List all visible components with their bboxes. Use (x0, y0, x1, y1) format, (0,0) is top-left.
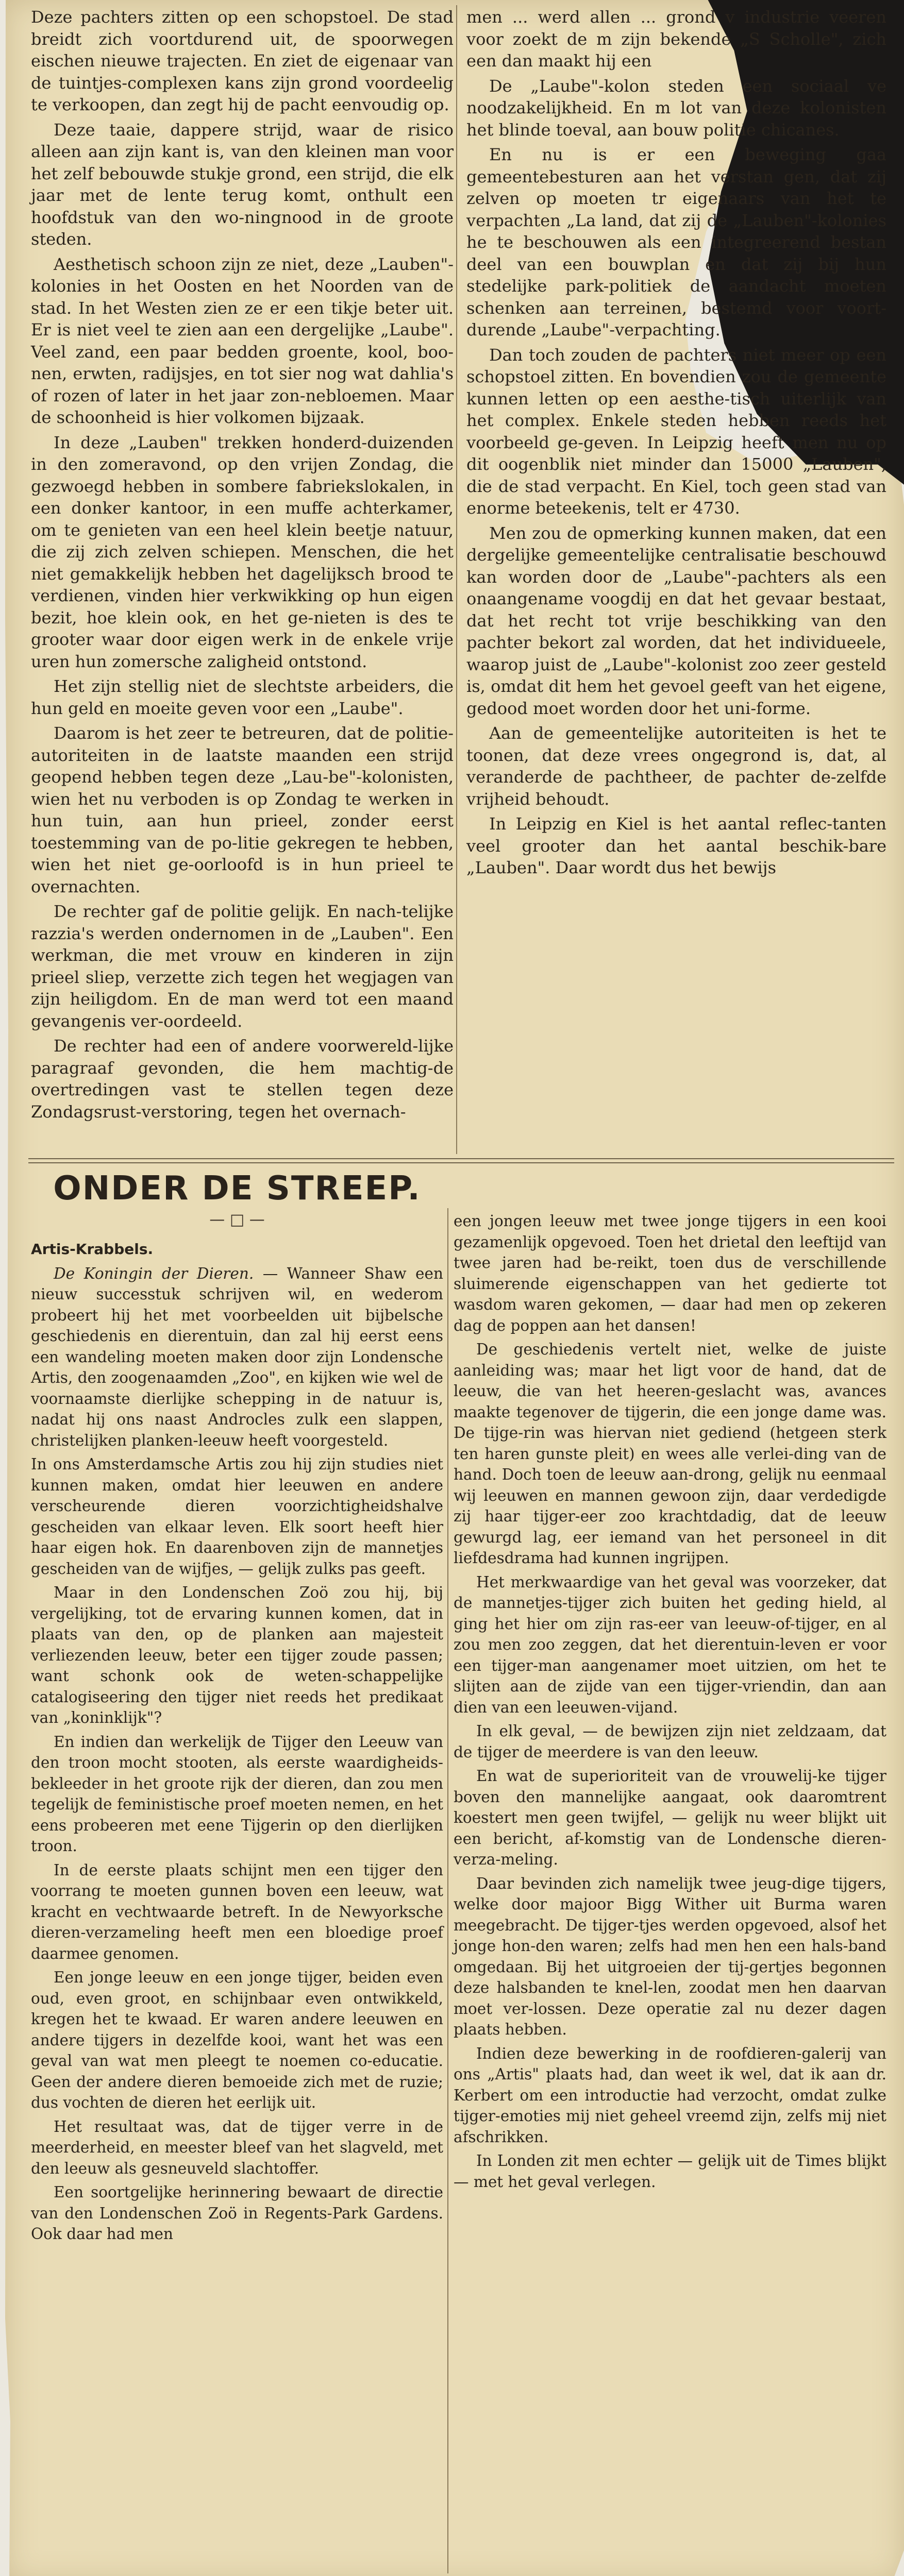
article-top-left-column (31, 6, 454, 1126)
paragraph: De rechter had een of andere voorwereld-lijke paragraaf gevonden, die hem machtig-de overtredingen vast te stellen tegen deze Zondagsrust-verstoring, tegen het overnach- (31, 1036, 454, 1122)
paragraph: In elk geval, — de bewijzen zijn niet zeldzaam, dat de tijger de meerdere is van den leeuw. (454, 1722, 886, 1761)
article-bottom-left-column (31, 1239, 443, 2248)
paragraph: In Londen zit men echter — gelijk uit de Times blijkt — met het geval verlegen. (454, 2152, 886, 2191)
paragraph: Aesthetisch schoon zijn ze niet, deze „Lauben"-kolonies in het Oosten en het Noorden van de stad. In het Westen zien ze er een tikje beter uit. Er is niet veel te zien aan een dergelijke „Laube". Veel zand, een paar bedden groente, kool, boo-nen, erwten, radijsjes, en tot sier nog wat dahlia's of rozen of later in het jaar zon-nebloemen. Maar de schoonheid is hier volkomen bijzaak. (31, 254, 454, 427)
paragraph: Dan toch zouden de pachters niet meer op een schopstoel zitten. En bovendien zou de gemeente kunnen letten op een aesthe-tisch uiterlijk van het complex. Enkele steden hebben reeds het voorbeeld ge-geven. In Leipzig heeft men nu op dit oogenblik niet minder dan 15000 „Lauben", die de stad verpacht. En Kiel, toch geen stad van enorme beteekenis, telt er 4730. (466, 345, 886, 518)
section-rule-double (28, 1162, 894, 1163)
paragraph: En indien dan werkelijk de Tijger den Leeuw van den troon mocht stooten, als eerste waardigheids-bekleeder in het groote rijk der dieren, dan zou men tegelijk de feministische proef moeten nemen, en het eens probeeren met eene Tijgerin op den dierlijken troon. (31, 1733, 443, 1855)
paragraph: En wat de superioriteit van de vrouwelij-ke tijger boven den mannelijke aangaat, ook daaromtrent koestert men geen twijfel, — gelijk nu weer blijkt uit een bericht, af-komstig van de Londensche dieren-verza-meling. (454, 1767, 886, 1868)
column-divider-bottom (447, 1208, 448, 2573)
paragraph: Daarom is het zeer te betreuren, dat de politie-autoriteiten in de laatste maanden een strijd geopend hebben tegen deze „Lau-be"-kolonisten, wien het nu verboden is op Zondag te werken in hun tuin, aan hun prieel, zonder eerst toestemming van de po-litie gekregen te hebben, wien het niet ge-oorloofd is in hun prieel te overnachten. (31, 723, 454, 896)
paragraph: In ons Amsterdamsche Artis zou hij zijn studies niet kunnen maken, omdat hier leeuwen en andere verscheurende dieren voorzichtigheidshalve gescheiden van elkaar leven. Elk soort heeft hier haar eigen hok. En daarenboven zijn de mannetjes gescheiden van de wijfjes, — gelijk zulks pas geeft. (31, 1455, 443, 1578)
paragraph: Het resultaat was, dat de tijger verre in de meerderheid, en meester bleef van het slagveld, met den leeuw als gesneuveld slachtoffer. (31, 2117, 443, 2177)
article-bottom-right-column (454, 1211, 886, 2195)
paragraph: Daar bevinden zich namelijk twee jeug-dige tijgers, welke door majoor Bigg Wither uit Burma waren meegebracht. De tijger-tjes werden opgevoed, alsof het jonge hon-den waren; zelfs had men hen een hals-band omgedaan. Bij het uitgroeien der tij-gertjes begonnen deze halsbanden te knel-len, zoodat men hen daarvan moet ver-lossen. Deze operatie zal nu dezer dagen plaats hebben. (454, 1874, 886, 2038)
intro-title: De Koningin der Dieren. (54, 1264, 254, 1282)
paragraph: Het merkwaardige van het geval was voorzeker, dat de mannetjes-tijger zich buiten het geding hield, al ging het hier om zijn ras-eer van leeuw-of-tijger, en al zou men zoo zeggen, dat het dierentuin-leven er voor een tijger-man aangenamer moet uitzien, om het te slijten aan de zijde van een tijger-vriendin, dan aan dien van een leeuwen-vijand. (454, 1573, 886, 1716)
intro-text: — Wanneer Shaw een nieuw successtuk schrijven wil, en wederom probeert hij het met voorbeelden uit bijbelsche geschiedenis en dierentuin, dan zal hij eerst eens een wandeling moeten maken door zijn Londensche Artis, den zoogenaamden „Zoo", en kijken wie wel de voornaamste dierlijke schepping in de natuur is, nadat hij ons naast Androcles zulk een slappen, christelijken planken-leeuw heeft voorgesteld. (31, 1264, 443, 1449)
paragraph: In deze „Lauben" trekken honderd-duizenden in den zomeravond, op den vrijen Zondag, die gezwoegd hebben in sombere fabriekslokalen, in een donker kantoor, in een muffe achterkamer, om te genieten van een heel klein beetje natuur, die zij zich zelven schiepen. Menschen, die het niet gemakkelijk hebben het dagelijksch brood te verdienen, vinden hier verkwikking op hun eigen bezit, hoe klein ook, en het ge-nieten is des te grooter waar door eigen werk in de enkele vrije uren hun zomersche zaligheid ontstond. (31, 432, 454, 671)
column-divider-top (456, 5, 457, 1154)
paragraph: En nu is er een beweging gaa gemeentebesturen aan het verstan gen, dat zij zelven op moeten tr eigenaars van het te verpachten „La land, dat zij de „Lauben"-kolonies he te beschouwen als een integreerend bestan deel van een bouwplan en dat zij bij hun stedelijke park-politiek de aandacht moeten schenken aan terreinen, bestemd voor voort-durende „Laube"-verpachting. (466, 145, 886, 340)
paragraph: In Leipzig en Kiel is het aantal reflec-tanten veel grooter dan het aantal beschik-bare „Lauben". Daar wordt dus het bewijs (466, 814, 886, 877)
paragraph: Deze taaie, dappere strijd, waar de risico alleen aan zijn kant is, van den kleinen man voor het zelf bebouwde stukje grond, een strijd, die elk jaar met de lente terug komt, onthult een hoofdstuk van den wo-ningnood in de groote steden. (31, 120, 454, 249)
paragraph: Een jonge leeuw en een jonge tijger, beiden even oud, even groot, en schijnbaar even ontwikkeld, kregen het te kwaad. Er waren andere leeuwen en andere tijgers in dezelfde kooi, want het was een geval van wat men pleegt te noemen co-educatie. Geen der andere dieren bemoeide zich met de ruzie; dus vochten de dieren het eerlijk uit. (31, 1969, 443, 2111)
paragraph: een jongen leeuw met twee jonge tijgers in een kooi gezamenlijk opgevoed. Toen het drietal den leeftijd van twee jaren had be-reikt, toen dus de verschillende sluimerende eigenschappen van het gedierte tot wasdom waren gekomen, — daar had men op zekeren dag de poppen aan het dansen! (454, 1212, 886, 1334)
section-title: ONDER DE STREEP. (53, 1170, 421, 1208)
paragraph: In de eerste plaats schijnt men een tijger den voorrang te moeten gunnen boven een leeuw, wat kracht en vechtwaarde betreft. In de Newyorksche dieren-verzameling heeft men een bloedige proef daarmee genomen. (31, 1861, 443, 1962)
paragraph: Men zou de opmerking kunnen maken, dat een dergelijke gemeentelijke centralisatie beschouwd kan worden door de „Laube"-pachters als een onaangename voogdij en dat het gevaar bestaat, dat het recht tot vrije beschikking van den pachter bekort zal worden, dat het individueele, waarop juist de „Laube"-kolonist zoo zeer gesteld is, omdat dit hem het gevoel geeft van het eigene, gedood moet worden door het uni-forme. (466, 523, 886, 718)
paragraph: Maar in den Londenschen Zoö zou hij, bij vergelijking, tot de ervaring kunnen komen, dat in plaats van den, op de planken aan majesteit verliezenden leeuw, beter een tijger zoude passen; want schonk ook de weten-schappelijke catalogiseering den tijger niet reeds het predikaat van „koninklijk"? (31, 1584, 443, 1726)
paragraph: men ... werd allen ... grond v industrie veeren voor zoekt de m zijn bekende „S Scholle", zich een dan maakt hij een (466, 7, 886, 71)
section-ornament: — □ — (209, 1211, 265, 1229)
paragraph: De „Laube"-kolon steden een sociaal ve noodzakelijkheid. En m lot van deze kolonisten het blinde toeval, aan bouw politie chicanes. (466, 76, 886, 140)
subheading: Artis-Krabbels. (31, 1241, 154, 1258)
paragraph: De rechter gaf de politie gelijk. En nach-telijke razzia's werden ondernomen in de „Lauben". Een werkman, die met vrouw en kinderen in zijn prieel sliep, verzette zich tegen het wegjagen van zijn heiligdom. En de man werd tot een maand gevangenis ver-oordeeld. (31, 902, 454, 1031)
paragraph: Indien deze bewerking in de roofdieren-galerij van ons „Artis" plaats had, dan weet ik wel, dat ik aan dr. Kerbert om een introductie had verzocht, omdat zulke tijger-emoties mij niet geheel vreemd zijn, zelfs mij niet afschrikken. (454, 2044, 886, 2146)
paragraph: Een soortgelijke herinnering bewaart de directie van den Londenschen Zoö in Regents-Park Gardens. Ook daar had men (31, 2183, 443, 2243)
section-rule (28, 1158, 894, 1159)
paragraph: Het zijn stellig niet de slechtste arbeiders, die hun geld en moeite geven voor een „Laube". (31, 676, 454, 718)
paragraph: Aan de gemeentelijke autoriteiten is het te toonen, dat deze vrees ongegrond is, dat, al veranderde de pachtheer, de pachter de-zelfde vrijheid behoudt. (466, 723, 886, 809)
article-top-right-column (466, 6, 886, 882)
paragraph: De geschiedenis vertelt niet, welke de juiste aanleiding was; maar het ligt voor de hand, dat de leeuw, die van het heeren-geslacht was, avances maakte tegenover de tijgerin, die een jonge dame was. De tijge-rin was hiervan niet gediend (hetgeen sterk ten haren gunste pleit) en wees alle verlei-ding van de hand. Doch toen de leeuw aan-drong, gelijk nu eenmaal wij leeuwen en mannen gewoon zijn, daar verdedigde zij haar tijger-eer zoo krachtdadig, dat de leeuw gewurgd lag, eer iemand van het personeel in dit liefdesdrama had kunnen ingrijpen. (454, 1341, 886, 1567)
paragraph: Deze pachters zitten op een schopstoel. De stad breidt zich voortdurend uit, de spoorwegen eischen nieuwe trajecten. En ziet de eigenaar van de tuintjes-complexen kans zijn grond voordeelig te verkoopen, dan zegt hij de pacht eenvoudig op. (31, 7, 454, 114)
